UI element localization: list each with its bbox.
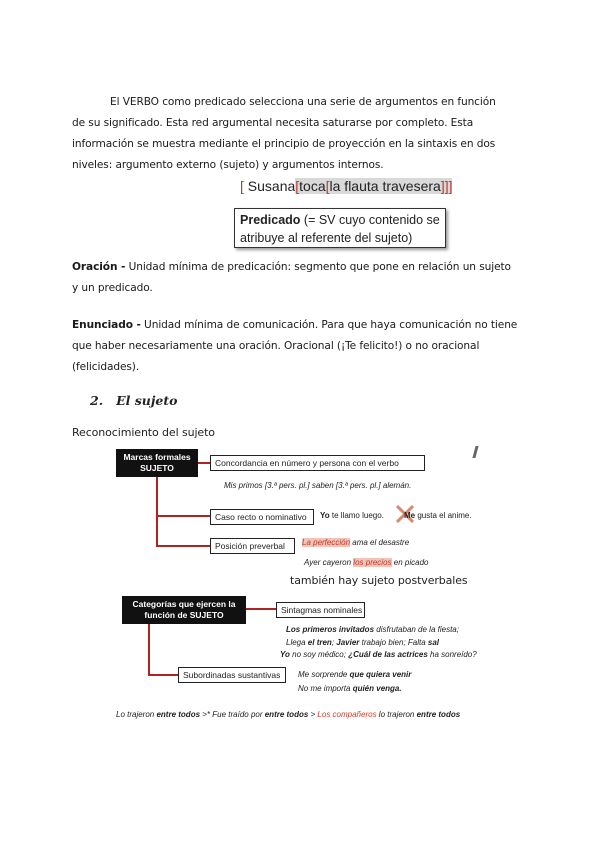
subordinadas-sustantivas-box: Subordinadas sustantivas (178, 667, 286, 683)
example-sub-2: No me importa quién venga. (298, 684, 402, 693)
bracket: [ (240, 178, 244, 194)
posicion-preverbal-box: Posición preverbal (210, 538, 295, 554)
example-caso-wrong: Me gusta el anime. (404, 511, 472, 520)
connector (156, 515, 210, 517)
handwritten-note: también hay sujeto postverbales (290, 574, 468, 587)
intro-line-1: El VERBO como predicado selecciona una serie de argumentos en función (110, 96, 496, 108)
categorias-title: Categorías que ejercen la función de SUJETO (122, 596, 246, 624)
connector (156, 477, 158, 547)
caso-recto-box: Caso recto o nominativo (210, 509, 314, 525)
connector (246, 608, 276, 610)
example-concordancia: Mis primos [3.ª pers. pl.] saben [3.ª pers. pl.] alemán. (224, 481, 412, 490)
example-sn-3: Yo no soy médico; ¿Cuál de las actrices ha sonreído? (280, 650, 477, 659)
intro-line-4: niveles: argumento externo (sujeto) y argumentos internos. (72, 159, 384, 171)
example-posicion-1: La perfección ama el desastre (302, 538, 410, 547)
connector (156, 545, 210, 547)
connector (148, 624, 150, 676)
intro-paragraph (72, 92, 527, 176)
marcas-formales-title: Marcas formales SUJETO (116, 449, 198, 477)
enunciado-definition: Enunciado - Unidad mínima de comunicación. Para que haya comunicación no tiene que haber necesariamente una oración. Oracional (¡Te felicito!) o no oracional (felicidades). (72, 319, 518, 373)
section-heading: 2. El sujeto (90, 393, 178, 408)
connector (148, 674, 178, 676)
tree-predicate: [toca[la flauta travesera]]] (295, 178, 453, 194)
example-sn-2: Llega el tren; Javier trabajo bien; Falta sal (286, 638, 440, 647)
example-sn-1: Los primeros invitados disfrutaban de la fiesta; (286, 625, 459, 634)
connector (198, 462, 210, 464)
example-posicion-2: Ayer cayeron los precios en picado (304, 558, 429, 567)
example-caso: Yo te llamo luego. (320, 511, 384, 520)
enunciado-term: Enunciado - (72, 319, 141, 331)
subtitle: Reconocimiento del sujeto (72, 426, 215, 439)
bottom-example: Lo trajeron entre todos >* Fue traído por entre todos > Los compañeros lo trajeron entre todos (116, 710, 461, 719)
oracion-term: Oración - (72, 261, 126, 273)
predicado-term: Predicado (240, 213, 301, 227)
corner-mark (472, 446, 478, 458)
bracket-tree (240, 178, 452, 194)
tree-subject: Susana (243, 178, 296, 194)
oracion-definition: Oración - Unidad mínima de predicación: segmento que pone en relación un sujeto y un predicado. (72, 261, 511, 294)
concordancia-box: Concordancia en número y persona con el verbo (210, 455, 425, 471)
sintagmas-nominales-box: Sintagmas nominales (276, 602, 365, 618)
predicado-definition-box: Predicado (= SV cuyo contenido se atribuye al referente del sujeto) (234, 208, 446, 248)
example-sub-1: Me sorprende que quiera venir (298, 670, 412, 679)
intro-line-3: información se muestra mediante el principio de proyección en la sintaxis en dos (72, 138, 496, 150)
intro-line-2: de su significado. Esta red argumental necesita saturarse por completo. Esta (72, 117, 474, 129)
